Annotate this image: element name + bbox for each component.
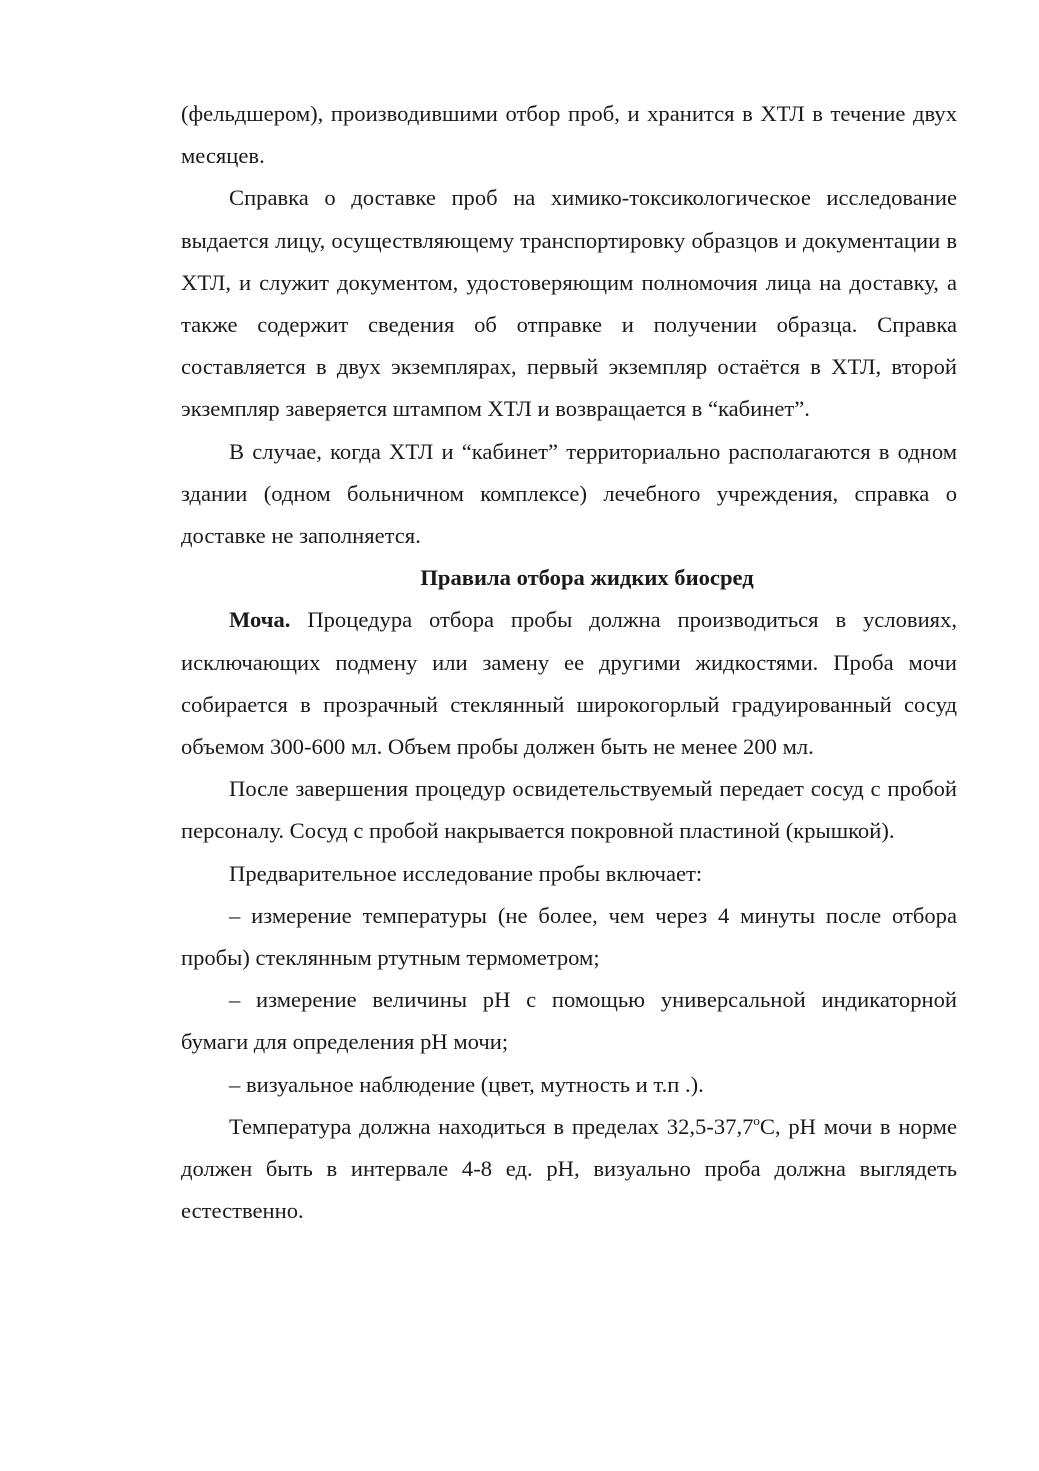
paragraph-continuation: (фельдшером), производившими отбор проб, и хранится в ХТЛ в течение двух месяцев.: [181, 101, 957, 169]
temperature-text-a: Температура должна находиться в пределах 32,5-37,7: [229, 1113, 754, 1139]
paragraph-preliminary-study: Предварительное исследование пробы включает:: [229, 860, 703, 886]
list-item-temperature: – измерение температуры (не более, чем через 4 минуты после отбора пробы) стеклянным ртутным термометром;: [181, 902, 957, 971]
degree-superscript: о: [753, 1112, 760, 1128]
paragraph-after-procedure: После завершения процедур освидетельствуемый передает сосуд с пробой персоналу. Сосуд с пробой накрывается покровной пластиной (крышкой).: [181, 776, 957, 844]
paragraph-same-building: В случае, когда ХТЛ и “кабинет” территориально располагаются в одном здании (одном больничном комплексе) лечебного учреждения, справка о доставке не заполняется.: [181, 438, 957, 549]
paragraph-delivery-certificate: Справка о доставке проб на химико-токсикологическое исследование выдается лицу, осуществляющему транспортировку образцов и документации в ХТЛ, и служит документом, удостоверяющим полномочия лица на доставку, а также содержит сведения об отправке и получении образца. Справка составляется в двух экземплярах, первый экземпляр остаётся в ХТЛ, второй экземпляр заверяется штампом ХТЛ и возвращается в “кабинет”.: [181, 185, 957, 422]
list-item-visual: – визуальное наблюдение (цвет, мутность и т.п .).: [229, 1071, 704, 1097]
paragraph-temperature-norms: [181, 1106, 957, 1233]
paragraph-urine: [181, 599, 957, 768]
section-heading: Правила отбора жидких биосред: [420, 565, 754, 591]
document-body: [181, 93, 957, 1232]
urine-text: Процедура отбора пробы должна производиться в условиях, исключающих подмену или замену ее другими жидкостями. Проба мочи собирается в прозрачный стеклянный широкогорлый градуированный сосуд объемом 300-600 мл. Объем пробы должен быть не менее 200 мл.: [181, 607, 957, 760]
temperature-text-b: С, pH мочи в норме должен быть в интервале 4-8 ед. pH, визуально проба должна выглядеть естественно.: [181, 1113, 957, 1224]
list-item-ph: – измерение величины pH с помощью универсальной индикаторной бумаги для определения pH мочи;: [181, 987, 957, 1055]
urine-lead-term: Моча.: [229, 607, 291, 633]
